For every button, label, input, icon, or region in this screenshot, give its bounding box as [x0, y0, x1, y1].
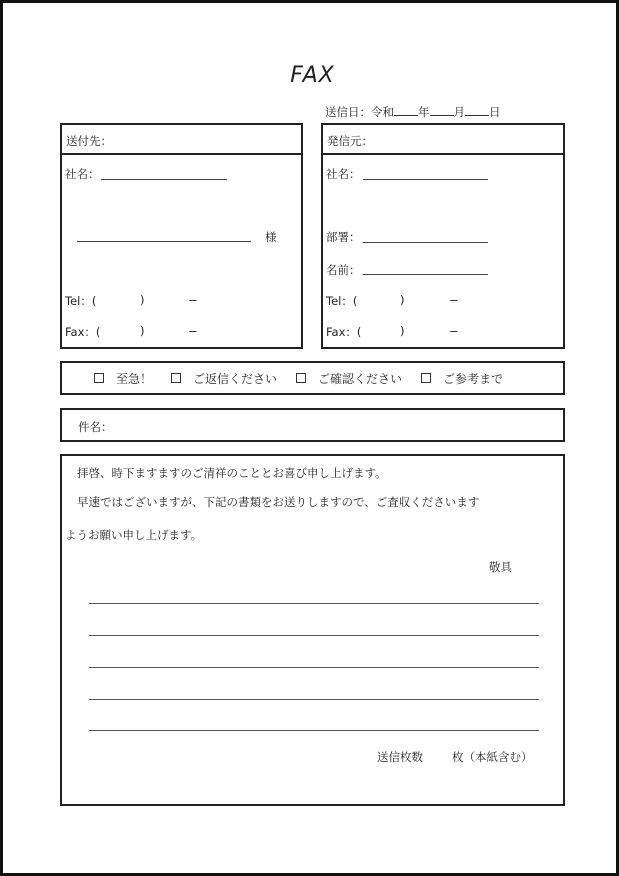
message-line[interactable]: [89, 699, 539, 700]
option-reference-label: ご参考まで: [443, 371, 504, 386]
recipient-name-field[interactable]: [77, 240, 251, 242]
option-reference[interactable]: [421, 370, 503, 387]
subject-label: 件名：: [78, 420, 113, 434]
page-count-suffix: 枚（本紙含む）: [452, 750, 533, 764]
sender-tel-dash: −: [449, 293, 459, 307]
recipient-company-label: 社名：: [65, 167, 100, 181]
sender-dept-field[interactable]: [363, 241, 488, 243]
sender-tel-label: Tel：(: [326, 294, 358, 308]
year-label: 年: [418, 105, 430, 119]
sender-tel-paren: ): [400, 293, 405, 307]
subject-box[interactable]: [60, 408, 565, 442]
checkbox-icon[interactable]: [94, 373, 104, 383]
day-blank[interactable]: [465, 103, 489, 116]
sender-name-field[interactable]: [363, 273, 488, 275]
priority-options: [60, 361, 565, 395]
recipient-tel-paren: ): [140, 293, 145, 307]
message-line[interactable]: [89, 667, 539, 668]
send-date-label: 送信日：令和: [325, 105, 394, 119]
recipient-header: 送付先：: [62, 125, 301, 155]
checkbox-icon[interactable]: [296, 373, 306, 383]
message-body-line1: 早速ではございますが、下記の書類をお送りしますので、ご査収くださいます: [77, 495, 480, 509]
month-label: 月: [453, 105, 465, 119]
message-line[interactable]: [89, 635, 539, 636]
message-line[interactable]: [89, 603, 539, 604]
message-body-line2: ようお願い申し上げます。: [65, 528, 203, 542]
sender-fax-paren: ): [400, 324, 405, 338]
sender-dept-label: 部署：: [326, 230, 361, 244]
recipient-fax-paren: ): [140, 324, 145, 338]
page-title: FAX: [290, 63, 335, 88]
year-blank[interactable]: [394, 103, 418, 116]
option-confirm[interactable]: [296, 370, 402, 387]
option-reply-label: ご返信ください: [193, 371, 278, 386]
checkbox-icon[interactable]: [171, 373, 181, 383]
option-reply[interactable]: [171, 370, 277, 387]
send-date: [325, 103, 501, 120]
option-confirm-label: ご確認ください: [318, 371, 403, 386]
page-count-label: 送信枚数: [377, 750, 423, 764]
sender-fax-dash: −: [449, 324, 459, 338]
sender-header: 発信元：: [323, 125, 563, 155]
day-label: 日: [489, 105, 501, 119]
recipient-honorific: 様: [265, 230, 277, 244]
message-line[interactable]: [89, 730, 539, 731]
recipient-tel-dash: −: [188, 293, 198, 307]
recipient-fax-label: Fax：(: [65, 325, 101, 339]
recipient-tel-label: Tel：(: [65, 294, 97, 308]
sender-name-label: 名前：: [326, 263, 361, 277]
sender-company-field[interactable]: [363, 178, 488, 180]
recipient-fax-dash: −: [188, 324, 198, 338]
message-greeting: 拝啓、時下ますますのご清祥のこととお喜び申し上げます。: [77, 466, 387, 480]
option-urgent-label: 至急！: [116, 371, 153, 386]
message-closing: 敬具: [489, 560, 512, 574]
sender-fax-label: Fax：(: [326, 325, 362, 339]
recipient-company-field[interactable]: [101, 178, 227, 180]
option-urgent[interactable]: [94, 370, 152, 387]
month-blank[interactable]: [430, 103, 454, 116]
checkbox-icon[interactable]: [421, 373, 431, 383]
sender-company-label: 社名：: [326, 167, 361, 181]
